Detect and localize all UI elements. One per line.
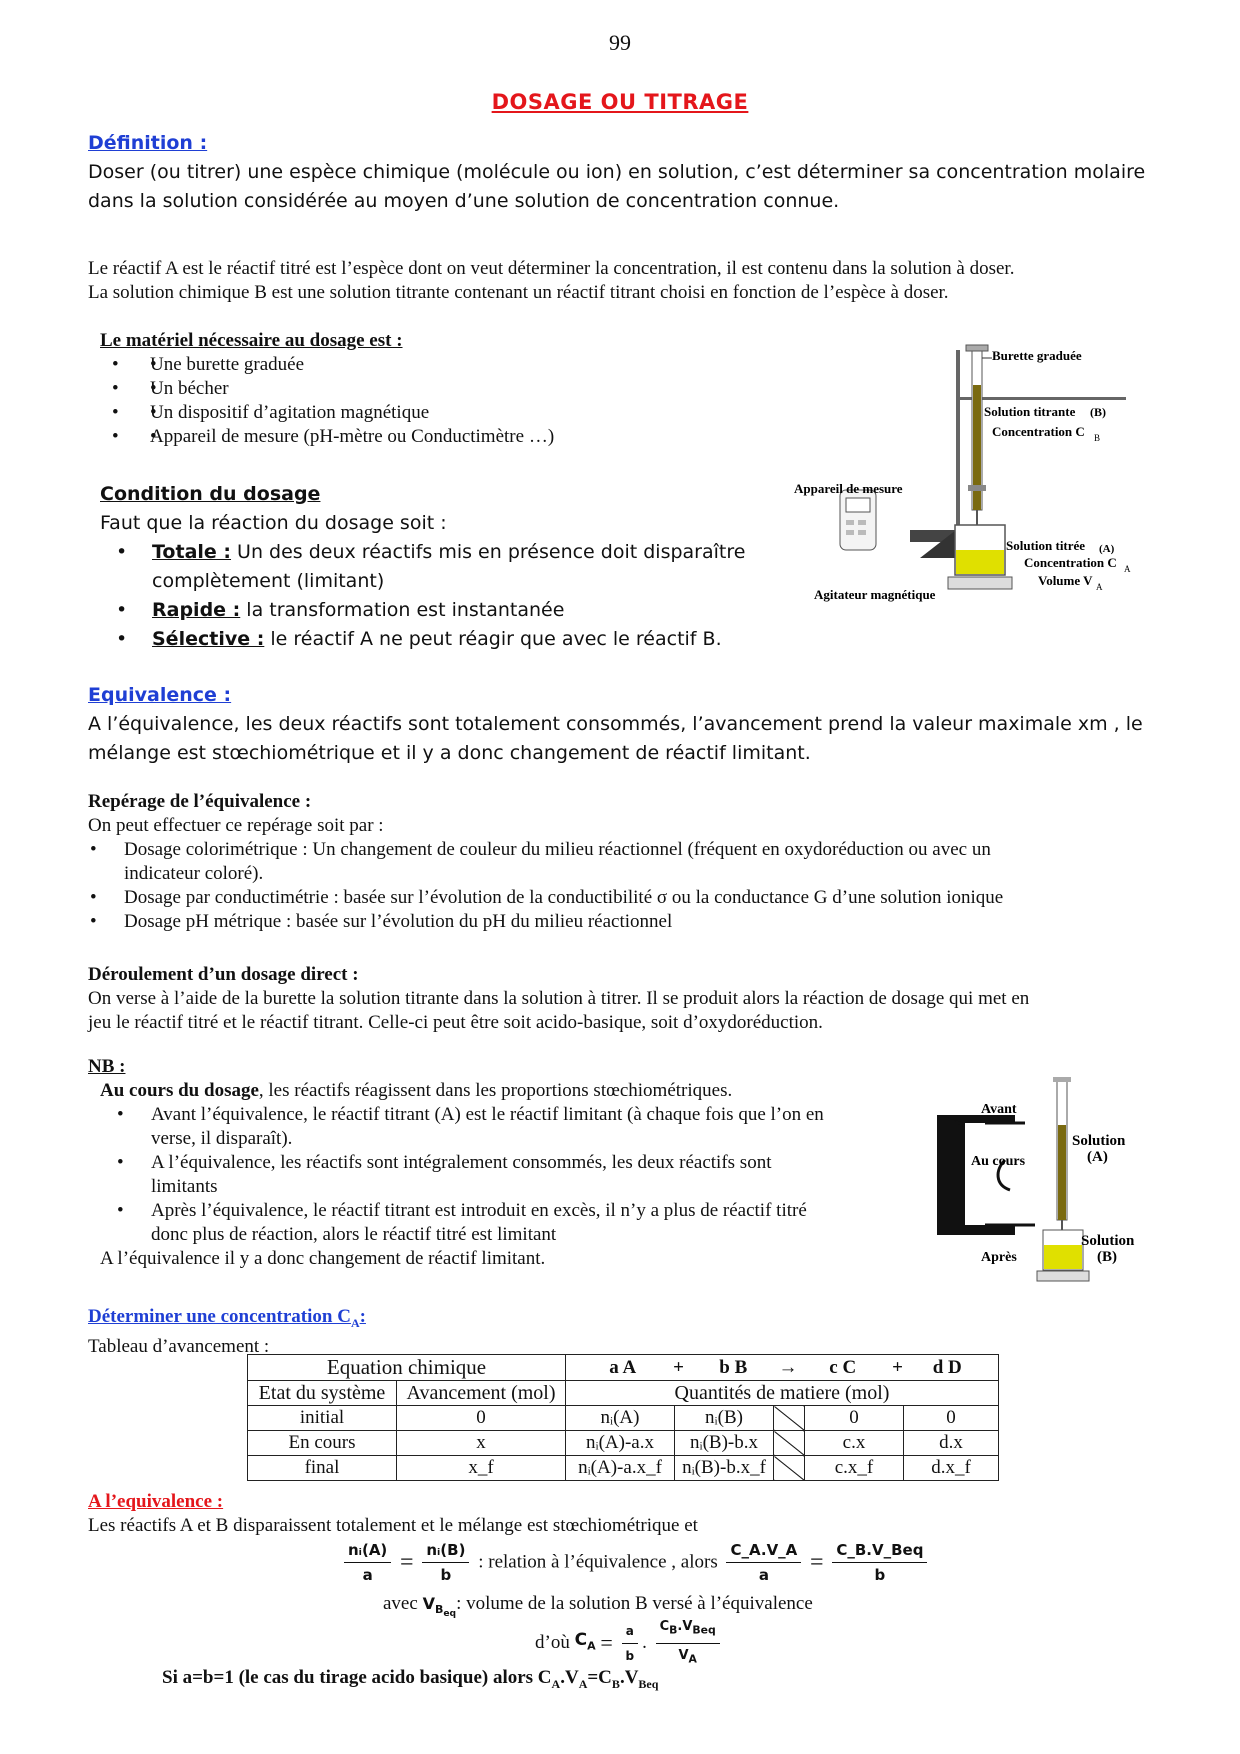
definition-line-1: Doser (ou titrer) une espèce chimique (molécule ou ion) en solution, c’est déterminer sa concentration molaire	[88, 161, 1146, 183]
list-item: • Dosage pH métrique : basée sur l’évolution du pH du milieu réactionnel	[90, 911, 673, 932]
page-title: DOSAGE OU TITRAGE	[491, 90, 749, 114]
label-cb-sub: B	[1094, 433, 1101, 443]
definition-line-2: dans la solution considérée au moyen d’une solution de concentration connue.	[88, 190, 840, 212]
list-item: • Avant l’équivalence, le réactif titrant (A) est le réactif limitant (à chaque fois que l’on en verse, il disparaît).	[117, 1104, 824, 1149]
avec-line: avec $V_{B_{eq}}$: volume de la solution B versé à l’équivalence	[383, 1593, 813, 1620]
reperage-intro: On peut effectuer ce repérage soit par :	[88, 815, 384, 836]
list-item: • • Un bécher	[150, 377, 700, 401]
table-cell: d.x	[904, 1431, 999, 1456]
page-number: 99	[609, 30, 631, 55]
label-titrante: Solution titrante	[984, 404, 1076, 419]
table-subheader-row	[248, 1381, 999, 1406]
table-cell: c.x	[805, 1431, 904, 1456]
label-titree-a: (A)	[1099, 543, 1115, 555]
table-cell: c.x_f	[805, 1456, 904, 1481]
label-volume: Volume V	[1038, 573, 1093, 588]
table-cell: nᵢ(B)	[675, 1406, 774, 1431]
table-cell: d.x_f	[904, 1456, 999, 1481]
titration-setup-figure	[780, 340, 1140, 610]
list-item: • Dosage colorimétrique : Un changement de couleur du milieu réactionnel (fréquent en oxydoréduction ou avec un indicateur coloré).	[90, 839, 991, 884]
list-item: • Dosage par conductimétrie : basée sur l’évolution de la conductibilité σ ou la conductance G d’une solution ionique	[90, 887, 1004, 908]
definition-heading: Définition :	[88, 132, 208, 154]
table-cell: final	[248, 1456, 397, 1481]
table-header-row	[248, 1355, 999, 1381]
table-cell: En cours	[248, 1431, 397, 1456]
label-solution-a2: (A)	[1087, 1149, 1108, 1165]
label-apres: Après	[981, 1250, 1017, 1265]
equivalence-line-2: mélange est stœchiométrique et il y a donc changement de réactif limitant.	[88, 742, 811, 764]
nb-lead: Au cours du dosage, les réactifs réagissent dans les proportions stœchiométriques.	[100, 1080, 733, 1101]
table-cell: x	[397, 1431, 566, 1456]
table-row	[248, 1456, 999, 1481]
list-item: • • Une burette graduée	[150, 353, 700, 377]
label-burette: Burette graduée	[992, 348, 1082, 363]
a-equivalence-line-1: Les réactifs A et B disparaissent totalement et le mélange est stœchiométrique et	[88, 1515, 698, 1536]
determiner-section	[88, 1305, 888, 1359]
table-cell-empty	[774, 1406, 805, 1431]
e-bracket-icon	[937, 1115, 1015, 1235]
table-cell: Equation chimique	[248, 1355, 566, 1381]
table-cell: Quantités de matiere (mol)	[566, 1381, 999, 1406]
list-item: • Après l’équivalence, le réactif titrant est introduit en excès, il n’y a plus de réactif titré donc plus de réaction, alors le réactif titré est limitant	[117, 1200, 807, 1245]
list-item: • A l’équivalence, les réactifs sont intégralement consommés, les deux réactifs sont limitants	[117, 1152, 772, 1197]
avancement-table	[247, 1354, 999, 1481]
materiel-heading: Le matériel nécessaire au dosage est :	[100, 330, 403, 351]
intro-line-2: La solution chimique B est une solution titrante contenant un réactif titrant choisi en fonction de l’espèce à doser.	[88, 282, 949, 303]
equivalence-section	[88, 681, 1168, 768]
label-titree: Solution titrée	[1006, 538, 1086, 553]
nb-closing: A l’équivalence il y a donc changement de réactif limitant.	[100, 1248, 546, 1269]
label-agitateur: Agitateur magnétique	[814, 587, 936, 602]
label-au-cours: Au cours	[971, 1154, 1026, 1169]
label-concentration-b: Concentration C	[992, 424, 1085, 439]
deroulement-section	[88, 963, 1198, 1035]
nb-section	[88, 1055, 918, 1271]
label-appareil: Appareil de mesure	[794, 481, 903, 496]
a-equivalence-section	[88, 1490, 1088, 1538]
deroulement-heading: Déroulement d’un dosage direct :	[88, 964, 359, 985]
final-line: Si a=b=1 (le cas du tirage acido basique) alors $C_A.V_A=C_B.V_{Beq}$	[162, 1667, 659, 1691]
equivalence-stages-figure	[925, 1075, 1145, 1285]
intro-paragraph	[88, 257, 1198, 305]
definition-section	[88, 129, 1168, 216]
table-cell: x_f	[397, 1456, 566, 1481]
equivalence-line-1: A l’équivalence, les deux réactifs sont totalement consommés, l’avancement prend la valeur maximale xm , le	[88, 713, 1143, 735]
a-equivalence-heading: A l’equivalence :	[88, 1491, 224, 1512]
condition-intro: Faut que la réaction du dosage soit :	[100, 512, 447, 534]
table-cell: nᵢ(A)	[566, 1406, 675, 1431]
nb-heading: NB :	[88, 1056, 126, 1077]
fraction: $\frac{C\_A.V\_A}{a}$	[726, 1538, 801, 1587]
label-solution-b: Solution	[1081, 1233, 1135, 1249]
label-solution-a: Solution	[1072, 1133, 1126, 1149]
fraction: $\frac{\text{nᵢ(A)}}{a}$	[344, 1538, 391, 1587]
condition-item-totale: • Totale : Un des deux réactifs mis en présence doit disparaître complètement (limitant)	[116, 541, 746, 592]
label-solution-b2: (B)	[1097, 1249, 1117, 1265]
intro-line-1: Le réactif A est le réactif titré est l’espèce dont on veut déterminer la concentration, il est contenu dans la solution à doser.	[88, 258, 1015, 279]
materiel-list	[112, 353, 700, 449]
table-cell: nᵢ(A)-a.x	[566, 1431, 675, 1456]
table-cell-empty	[774, 1456, 805, 1481]
label-va-sub: A	[1096, 582, 1103, 592]
equation-cell: a A + b B → c C + d D	[566, 1355, 999, 1381]
materiel-section	[100, 329, 700, 449]
condition-section	[100, 480, 780, 654]
table-row	[248, 1431, 999, 1456]
table-cell: Avancement (mol)	[397, 1381, 566, 1406]
condition-item-rapide: • Rapide : la transformation est instantanée	[116, 599, 565, 621]
table-cell: 0	[397, 1406, 566, 1431]
ca-formula: d’où $C_A$ = $\frac{a}{b}$ . $\frac{C_B.V_{Beq}}{V_A}$	[535, 1615, 835, 1671]
label-ca-sub: A	[1124, 564, 1131, 574]
table-cell: initial	[248, 1406, 397, 1431]
determiner-heading: Déterminer une concentration $C_A$:	[88, 1306, 366, 1330]
equivalence-relation: $\frac{\text{nᵢ(A)}}{a}$ = $\frac{\text{nᵢ(B)}}{b}$ : relation à l’équivalence , alors $\frac{C\_A.V\_A}{a}$ = $\frac{\text{C\_B.V\_Beq}}{b}$	[340, 1538, 940, 1587]
table-cell: 0	[805, 1406, 904, 1431]
table-cell: nᵢ(B)-b.x_f	[675, 1456, 774, 1481]
label-avant: Avant	[981, 1102, 1017, 1117]
table-row	[248, 1406, 999, 1431]
label-concentration-a: Concentration C	[1024, 555, 1117, 570]
reperage-section	[88, 790, 1188, 934]
list-item: • • Appareil de mesure (pH-mètre ou Conductimètre …)	[150, 425, 700, 449]
table-cell: nᵢ(A)-a.x_f	[566, 1456, 675, 1481]
table-cell-empty	[774, 1431, 805, 1456]
table-cell: nᵢ(B)-b.x	[675, 1431, 774, 1456]
deroulement-line-1: On verse à l’aide de la burette la solution titrante dans la solution à titrer. Il se produit alors la réaction de dosage qui met en	[88, 988, 1030, 1009]
tableau-label: Tableau d’avancement :	[88, 1335, 270, 1357]
list-item: • • Un dispositif d’agitation magnétique	[150, 401, 700, 425]
reperage-heading: Repérage de l’équivalence :	[88, 791, 312, 812]
equivalence-heading: Equivalence :	[88, 684, 232, 706]
label-titrante-b: (B)	[1090, 405, 1106, 419]
fraction: $\frac{\text{C\_B.V\_Beq}}{b}$	[832, 1538, 927, 1587]
condition-item-selective: • Sélective : le réactif A ne peut réagir que avec le réactif B.	[116, 628, 722, 650]
deroulement-line-2: jeu le réactif titré et le réactif titrant. Celle-ci peut être soit acido-basique, soit d’oxydoréduction.	[88, 1012, 823, 1033]
condition-heading: Condition du dosage	[100, 483, 321, 505]
table-cell: Etat du système	[248, 1381, 397, 1406]
table-cell: 0	[904, 1406, 999, 1431]
fraction: $\frac{\text{nᵢ(B)}}{b}$	[422, 1538, 469, 1587]
